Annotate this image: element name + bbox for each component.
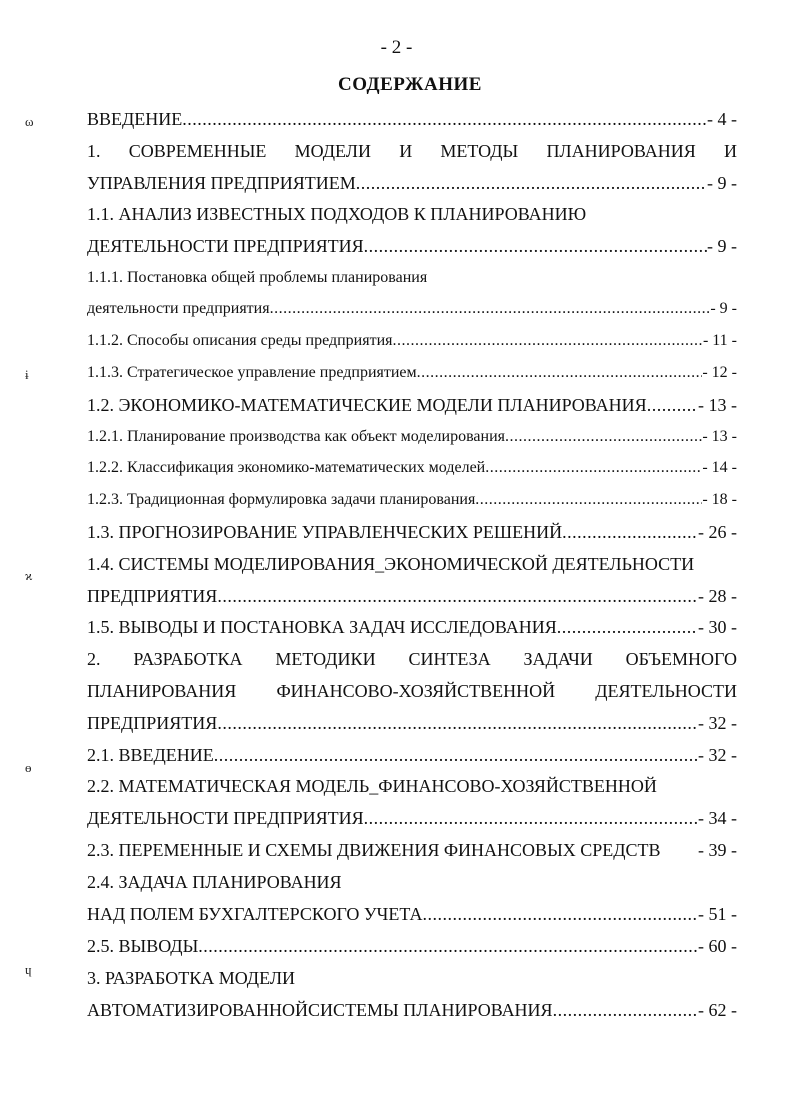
toc-entry-page: - 12 - xyxy=(702,364,737,381)
toc-entry-title: 1.1. АНАЛИЗ ИЗВЕСТНЫХ ПОДХОДОВ К ПЛАНИРОВАНИЮ xyxy=(87,204,587,224)
toc-entry[interactable] xyxy=(87,296,737,322)
toc-entry[interactable] xyxy=(87,265,737,291)
toc-entry-word: МЕТОДЫ xyxy=(440,141,519,161)
toc-entry-title: 1.4. СИСТЕМЫ МОДЕЛИРОВАНИЯ_ЭКОНОМИЧЕСКОЙ ДЕЯТЕЛЬНОСТИ xyxy=(87,554,695,574)
page-title: СОДЕРЖАНИЕ xyxy=(338,74,482,95)
toc-entry-page: - 62 - xyxy=(698,1000,737,1020)
toc-entry-page: - 51 - xyxy=(698,904,737,924)
toc-entry-page: - 14 - xyxy=(702,459,737,476)
toc-entry-title: ВВЕДЕНИЕ xyxy=(87,109,183,129)
toc-entry-title: 1.1.3. Стратегическое управление предприятием xyxy=(87,364,417,381)
toc-entry-word: И xyxy=(399,141,413,161)
toc-entry-title: 1.3. ПРОГНОЗИРОВАНИЕ УПРАВЛЕНЧЕСКИХ РЕШЕНИЙ xyxy=(87,522,563,542)
dot-leader xyxy=(393,328,703,354)
toc-entry-page: - 26 - xyxy=(698,522,737,542)
toc-entry-page: - 28 - xyxy=(698,586,737,606)
toc-entry[interactable] xyxy=(87,646,737,672)
dot-leader xyxy=(270,296,711,322)
dot-leader xyxy=(217,710,698,736)
toc-entry-title: 1.5. ВЫВОДЫ И ПОСТАНОВКА ЗАДАЧ ИССЛЕДОВАНИЯ xyxy=(87,617,557,637)
toc-entry[interactable] xyxy=(87,328,737,354)
toc-entry-page: - 32 - xyxy=(698,713,737,733)
toc-entry[interactable] xyxy=(87,201,737,227)
toc-entry-word: 1. xyxy=(87,141,101,161)
toc-entry-title: 2.3. ПЕРЕМЕННЫЕ И СХЕМЫ ДВИЖЕНИЯ ФИНАНСОВЫХ СРЕДСТВ xyxy=(87,840,661,860)
toc-entry-word: ПЛАНИРОВАНИЯ xyxy=(87,681,237,701)
dot-leader xyxy=(505,424,702,450)
toc-entry-page: - 9 - xyxy=(710,300,737,317)
toc-entry[interactable] xyxy=(87,424,737,450)
toc-entry-word: СОВРЕМЕННЫЕ xyxy=(128,141,267,161)
toc-entry-word: И xyxy=(723,141,737,161)
toc-entry-page: - 30 - xyxy=(698,617,737,637)
margin-mark: ω xyxy=(25,114,34,129)
toc-entry-page: - 11 - xyxy=(702,332,737,349)
toc-entry-title: деятельности предприятия xyxy=(87,300,270,317)
toc-entry[interactable] xyxy=(87,614,737,640)
page-number: - 2 - xyxy=(380,37,413,58)
toc-entry[interactable] xyxy=(87,583,737,609)
toc-entry-title: ПРЕДПРИЯТИЯ xyxy=(87,713,218,733)
toc-entry[interactable] xyxy=(87,710,737,736)
toc-entry[interactable] xyxy=(87,837,737,863)
toc-entry-page: - 39 - xyxy=(698,840,737,860)
toc-entry[interactable] xyxy=(87,551,737,577)
toc-entry[interactable] xyxy=(87,455,737,481)
toc-entry[interactable] xyxy=(87,678,737,704)
toc-entry[interactable] xyxy=(87,965,737,991)
toc-entry-word: ЗАДАЧИ xyxy=(523,649,593,669)
toc-entry-title: 1.2. ЭКОНОМИКО-МАТЕМАТИЧЕСКИЕ МОДЕЛИ ПЛАНИРОВАНИЯ xyxy=(87,395,647,415)
dot-leader xyxy=(356,170,707,196)
toc-entry-word: ФИНАНСОВО-ХОЗЯЙСТВЕННОЙ xyxy=(276,681,556,701)
toc-entry-word: РАЗРАБОТКА xyxy=(133,649,243,669)
dot-leader xyxy=(475,487,702,513)
toc-entry-title: 1.2.3. Традиционная формулировка задачи планирования xyxy=(87,491,476,508)
toc-entry-title: 2.2. МАТЕМАТИЧЕСКАЯ МОДЕЛЬ_ФИНАНСОВО-ХОЗЯЙСТВЕННОЙ xyxy=(87,776,657,796)
dot-leader xyxy=(485,455,702,481)
toc-entry-title: 2.4. ЗАДАЧА ПЛАНИРОВАНИЯ xyxy=(87,872,342,892)
toc-entry-word: ПЛАНИРОВАНИЯ xyxy=(546,141,696,161)
toc-entry-word: СИНТЕЗА xyxy=(408,649,491,669)
toc-entry-page: - 18 - xyxy=(702,491,737,508)
toc-entry[interactable] xyxy=(87,742,737,768)
toc-entry[interactable] xyxy=(87,360,737,386)
dot-leader xyxy=(553,997,698,1023)
dot-leader xyxy=(562,519,698,545)
toc-entry-title: АВТОМАТИЗИРОВАННОЙСИСТЕМЫ ПЛАНИРОВАНИЯ xyxy=(87,1000,553,1020)
dot-leader xyxy=(647,392,698,418)
margin-mark: ɵ xyxy=(25,760,32,775)
toc-entry-title: ПРЕДПРИЯТИЯ xyxy=(87,586,218,606)
toc-entry[interactable] xyxy=(87,519,737,545)
toc-entry-title: 2.5. ВЫВОДЫ xyxy=(87,936,199,956)
dot-leader xyxy=(214,742,698,768)
toc-entry-title: УПРАВЛЕНИЯ ПРЕДПРИЯТИЕМ xyxy=(87,173,356,193)
toc-entry-title: НАД ПОЛЕМ БУХГАЛТЕРСКОГО УЧЕТА xyxy=(87,904,423,924)
toc-entry-word: МОДЕЛИ xyxy=(294,141,371,161)
dot-leader xyxy=(217,583,698,609)
toc-entry-title: 1.2.2. Классификация экономико-математических моделей xyxy=(87,459,486,476)
toc-entry[interactable] xyxy=(87,901,737,927)
toc-entry-title: 1.1.1. Постановка общей проблемы планирования xyxy=(87,269,428,286)
toc-entry-word: ДЕЯТЕЛЬНОСТИ xyxy=(595,681,737,701)
toc-entry-title: 1.2.1. Планирование производства как объект моделирования xyxy=(87,428,506,445)
dot-leader xyxy=(557,614,698,640)
toc-entry-page: - 13 - xyxy=(698,395,737,415)
margin-mark: ɨ xyxy=(25,367,29,382)
toc-entry[interactable] xyxy=(87,138,737,164)
toc-entry[interactable] xyxy=(87,869,737,895)
toc-entry-title: 3. РАЗРАБОТКА МОДЕЛИ xyxy=(87,968,296,988)
toc-entry-page: - 9 - xyxy=(707,236,737,256)
toc-entry[interactable] xyxy=(87,805,737,831)
toc-entry-title: 2.1. ВВЕДЕНИЕ xyxy=(87,745,214,765)
toc-entry[interactable] xyxy=(87,773,737,799)
toc-entry-page: - 13 - xyxy=(702,428,737,445)
margin-mark: ɥ xyxy=(25,962,32,977)
toc-entry[interactable] xyxy=(87,170,737,196)
dot-leader xyxy=(182,106,707,132)
dot-leader xyxy=(198,933,698,959)
dot-leader xyxy=(364,805,698,831)
toc-entry[interactable] xyxy=(87,997,737,1023)
toc-entry-title: 1.1.2. Способы описания среды предприятия xyxy=(87,332,393,349)
toc-entry[interactable] xyxy=(87,392,737,418)
toc-entry-page: - 32 - xyxy=(698,745,737,765)
toc-entry-word: ОБЪЕМНОГО xyxy=(625,649,737,669)
margin-mark: ϰ xyxy=(25,568,33,583)
dot-leader xyxy=(364,233,707,259)
toc-entry-word: 2. xyxy=(87,649,101,669)
toc-entry-title: ДЕЯТЕЛЬНОСТИ ПРЕДПРИЯТИЯ xyxy=(87,236,364,256)
toc-entry-page: - 34 - xyxy=(698,808,737,828)
dot-leader xyxy=(422,901,698,927)
toc-entry[interactable] xyxy=(87,233,737,259)
toc-entry-page: - 9 - xyxy=(707,173,737,193)
toc-entry[interactable] xyxy=(87,933,737,959)
toc-entry-title: ДЕЯТЕЛЬНОСТИ ПРЕДПРИЯТИЯ xyxy=(87,808,364,828)
toc-entry[interactable] xyxy=(87,106,737,132)
toc-entry-word: МЕТОДИКИ xyxy=(275,649,376,669)
toc-entry-page: - 4 - xyxy=(707,109,737,129)
toc-entry[interactable] xyxy=(87,487,737,513)
toc-entry-page: - 60 - xyxy=(698,936,737,956)
dot-leader xyxy=(417,360,703,386)
